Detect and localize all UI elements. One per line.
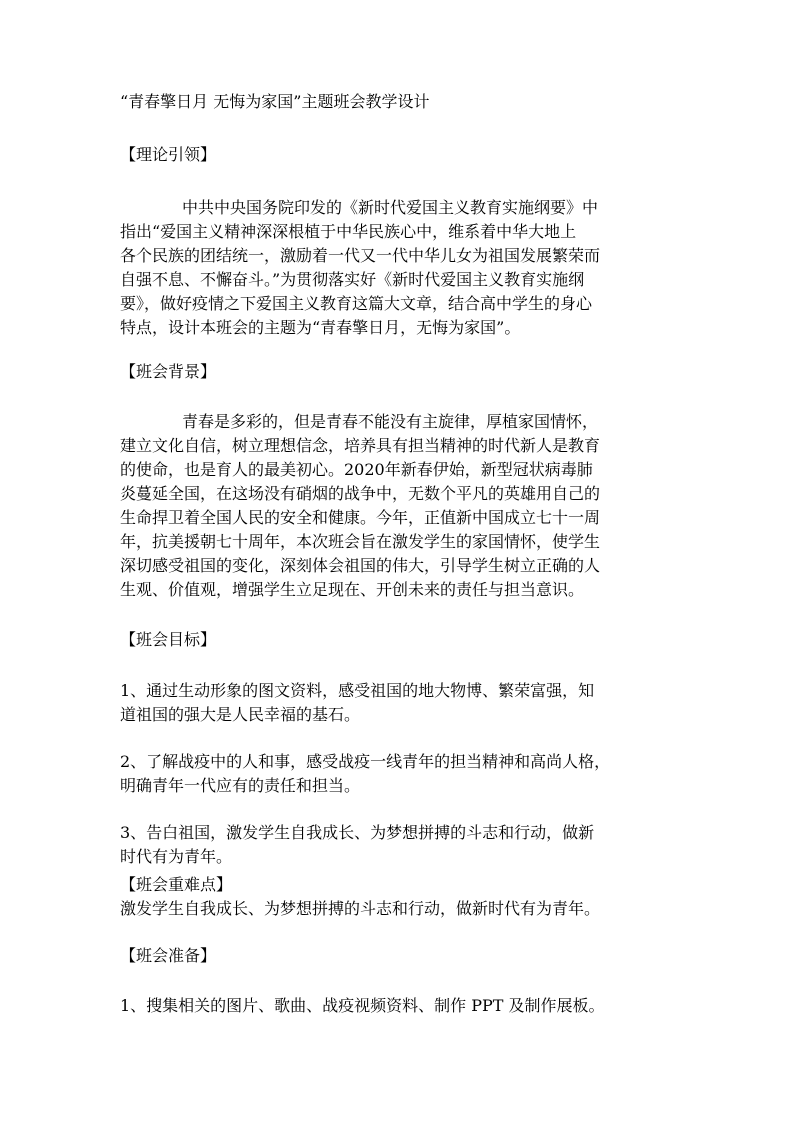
goal-line: 1、通过生动形象的图文资料，感受祖国的地大物博、繁荣富强，知 [120,681,595,700]
goals-heading [120,628,678,652]
section-heading: 【班会准备】 [120,946,217,965]
preparation-item: 1、搜集相关的图片、歌曲、战疫视频资料、制作 PPT 及制作展板。 [120,996,605,1015]
document-title [120,90,678,114]
goal-line: 时代有为青年。 [120,847,233,866]
key-points-section [120,873,678,921]
preparation-heading [120,944,678,968]
goal-line: 2、了解战疫中的人和事，感受战疫一线青年的担当精神和高尚人格， [120,752,611,771]
paragraph-line: 建立文化自信，树立理想信念，培养具有担当精神的时代新人是教育 [120,436,601,455]
goal-line: 明确青年一代应有的责任和担当。 [120,776,361,795]
preparation-list [120,994,678,1018]
key-points-text: 激发学生自我成长、为梦想拼搏的斗志和行动，做新时代有为青年。 [120,899,601,918]
title-text: “青春擎日月 无悔为家国”主题班会教学设计 [120,92,430,111]
paragraph-line: 生观、价值观，增强学生立足现在、开创未来的责任与担当意识。 [120,580,585,599]
paragraph-line: 炎蔓延全国，在这场没有硝烟的战争中，无数个平凡的英雄用自己的 [120,484,601,503]
section-heading: 【班会重难点】 [120,875,233,894]
paragraph-line: 各个民族的团结统一，激励着一代又一代中华儿女为祖国发展繁荣而 [120,246,601,265]
paragraph-line: 的使命，也是育人的最美初心。2020年新春伊始，新型冠状病毒肺 [120,460,593,479]
paragraph-line: 生命捍卫着全国人民的安全和健康。今年，正值新中国成立七十一周 [120,508,601,527]
paragraph-line: 青春是多彩的，但是青春不能没有主旋律，厚植家国情怀， [182,412,599,431]
theory-paragraph [120,196,678,340]
paragraph-line: 特点，设计本班会的主题为“青春擎日月，无悔为家国”。 [120,318,521,337]
section-heading: 【班会目标】 [120,630,217,649]
paragraph-line: 自强不息、不懈奋斗。”为贯彻落实好《新时代爱国主义教育实施纲 [120,270,585,289]
goal-line: 道祖国的强大是人民幸福的基石。 [120,705,361,724]
goal-line: 3、告白祖国，激发学生自我成长、为梦想拼搏的斗志和行动，做新 [120,823,595,842]
section-heading: 【班会背景】 [120,362,217,381]
section-heading: 【理论引领】 [120,145,217,164]
background-heading [120,360,678,384]
paragraph-line: 要》，做好疫情之下爱国主义教育这篇大文章，结合高中学生的身心 [120,294,593,313]
paragraph-line: 年，抗美援朝七十周年，本次班会旨在激发学生的家国情怀，使学生 [120,532,601,551]
goal-item-1 [120,679,678,727]
paragraph-line: 深切感受祖国的变化，深刻体会祖国的伟大，引导学生树立正确的人 [120,556,601,575]
background-paragraph [120,410,678,602]
paragraph-line: 中共中央国务院印发的《新时代爱国主义教育实施纲要》中 [182,198,599,217]
theory-heading [120,143,678,167]
goal-item-2 [120,750,678,798]
paragraph-line: 指出“爱国主义精神深深根植于中华民族心中，维系着中华大地上 [120,222,577,241]
goal-item-3 [120,821,678,869]
